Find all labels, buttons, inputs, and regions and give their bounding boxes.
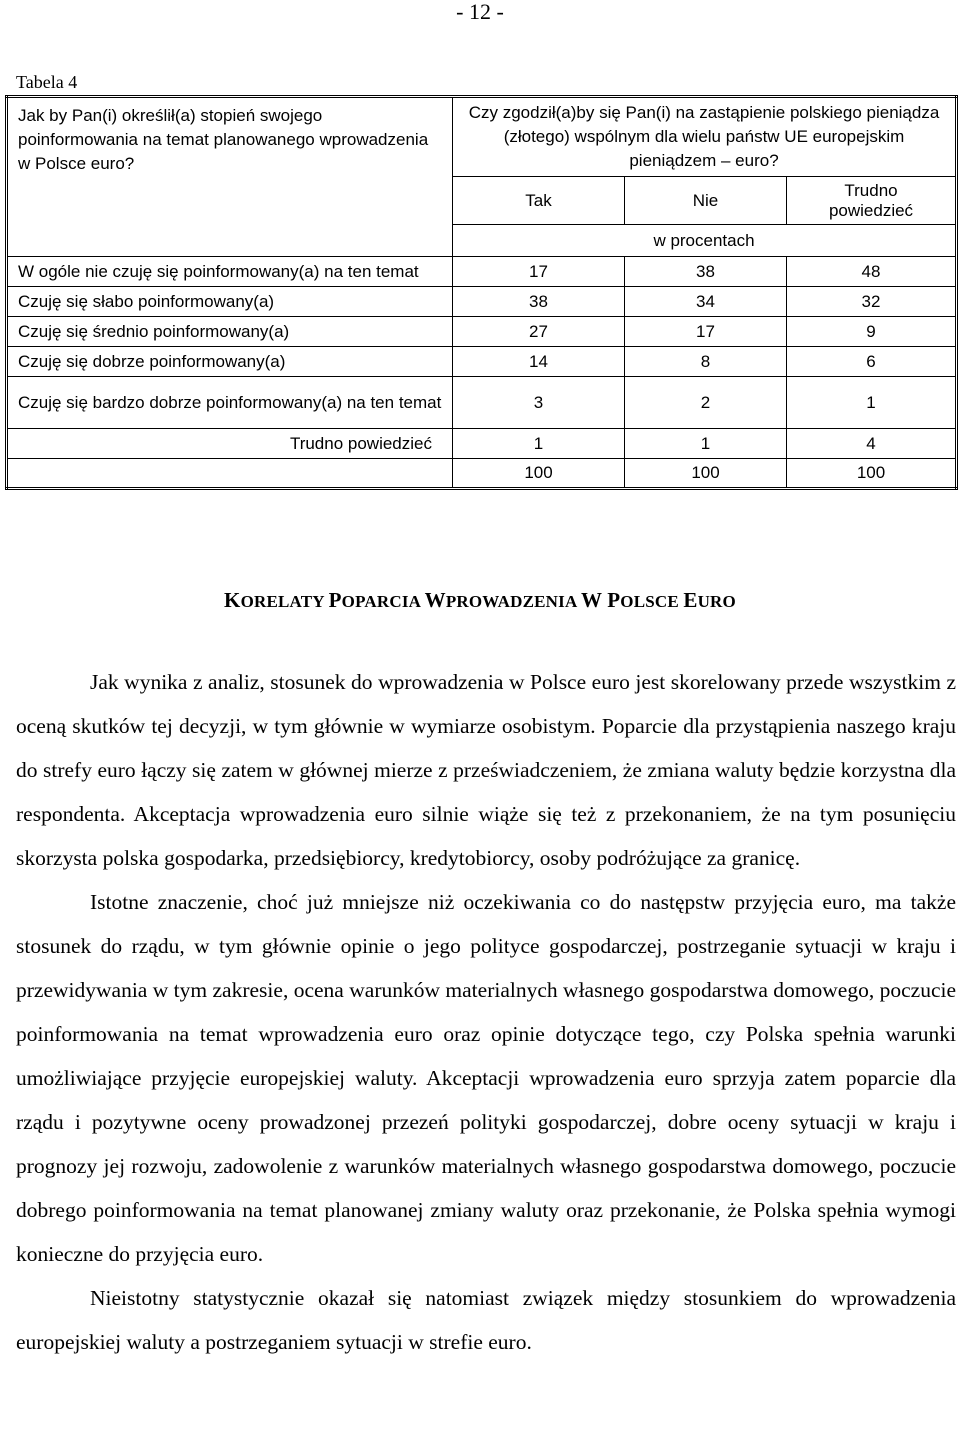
row-label: Czuję się słabo poinformowany(a) — [7, 287, 453, 317]
paragraph: Jak wynika z analiz, stosunek do wprowadzenia w Polsce euro jest skorelowany przede wszystkim z oceną skutków tej decyzji, w tym głównie w wymiarze osobistym. Poparcie dla przystąpienia naszego kraju do strefy euro łączy się zatem w głównej mierze z przeświadczeniem, że zmiana waluty będzie korzystna dla respondenta. Akceptacja wprowadzenia euro silnie wiąże się też z przekonaniem, że na tym posunięciu skorzysta polska gospodarka, przedsiębiorcy, kredytobiorcy, osoby podróżujące za granicę. — [16, 670, 956, 870]
row-label: Trudno powiedzieć — [7, 429, 453, 459]
column-header-trudno: Trudno powiedzieć — [787, 177, 957, 225]
cell-value: 38 — [625, 257, 787, 287]
total-value: 100 — [787, 459, 957, 489]
cell-value: 8 — [625, 347, 787, 377]
table-row — [7, 287, 957, 317]
total-value: 100 — [625, 459, 787, 489]
table-label: Tabela 4 — [16, 72, 78, 92]
cell-value: 17 — [453, 257, 625, 287]
column-header-tak: Tak — [453, 177, 625, 225]
cell-value: 48 — [787, 257, 957, 287]
table-row — [7, 317, 957, 347]
cell-value: 1 — [787, 377, 957, 429]
table-row — [7, 377, 957, 429]
table-row — [7, 257, 957, 287]
cell-value: 3 — [453, 377, 625, 429]
row-label: W ogóle nie czuję się poinformowany(a) na ten temat — [7, 257, 453, 287]
total-value: 100 — [453, 459, 625, 489]
cell-value: 14 — [453, 347, 625, 377]
cell-value: 38 — [453, 287, 625, 317]
cell-value: 17 — [625, 317, 787, 347]
row-label: Czuję się bardzo dobrze poinformowany(a) na ten temat — [7, 377, 453, 429]
survey-table — [5, 95, 958, 490]
paragraph: Nieistotny statystycznie okazał się natomiast związek między stosunkiem do wprowadzenia europejskiej waluty a postrzeganiem sytuacji w strefie euro. — [16, 1286, 956, 1354]
body-text — [16, 660, 956, 1364]
column-header-nie: Nie — [625, 177, 787, 225]
row-label: Czuję się średnio poinformowany(a) — [7, 317, 453, 347]
row-header-question: Jak by Pan(i) określił(a) stopień swojego poinformowania na temat planowanego wprowadzenia w Polsce euro? — [7, 97, 453, 257]
page-number: - 12 - — [456, 0, 504, 24]
totals-label-empty — [7, 459, 453, 489]
table-row — [7, 347, 957, 377]
cell-value: 6 — [787, 347, 957, 377]
cell-value: 1 — [625, 429, 787, 459]
unit-label: w procentach — [453, 225, 957, 257]
cell-value: 9 — [787, 317, 957, 347]
paragraph: Istotne znaczenie, choć już mniejsze niż oczekiwania co do następstw przyjęcia euro, ma także stosunek do rządu, w tym głównie opinie o jego polityce gospodarczej, postrzeganie sytuacji w kraju i przewidywania w tym zakresie, ocena warunków materialnych własnego gospodarstwa domowego, poczucie poinformowania na temat wprowadzenia euro oraz opinie dotyczące tego, czy Polska spełnia warunki umożliwiające przyjęcie europejskiej waluty. Akceptacji wprowadzenia euro sprzyja zatem poparcie dla rządu i pozytywne oceny prowadzonej przezeń polityki gospodarczej, dobre oceny sytuacji w kraju i prognozy jej rozwoju, zadowolenie z warunków materialnych własnego gospodarstwa domowego, poczucie dobrego poinformowania na temat planowanej zmiany waluty oraz przekonanie, że Polska spełnia wymogi konieczne do przyjęcia euro. — [16, 890, 956, 1266]
row-label: Czuję się dobrze poinformowany(a) — [7, 347, 453, 377]
section-heading: KORELATY POPARCIA WPROWADZENIA W POLSCE EURO — [224, 588, 736, 612]
column-question: Czy zgodził(a)by się Pan(i) na zastąpienie polskiego pieniądza (złotego) wspólnym dla wielu państw UE europejskim pieniądzem – euro? — [453, 97, 957, 177]
table-row — [7, 429, 957, 459]
cell-value: 4 — [787, 429, 957, 459]
cell-value: 32 — [787, 287, 957, 317]
cell-value: 1 — [453, 429, 625, 459]
cell-value: 2 — [625, 377, 787, 429]
cell-value: 34 — [625, 287, 787, 317]
totals-row — [7, 459, 957, 489]
cell-value: 27 — [453, 317, 625, 347]
